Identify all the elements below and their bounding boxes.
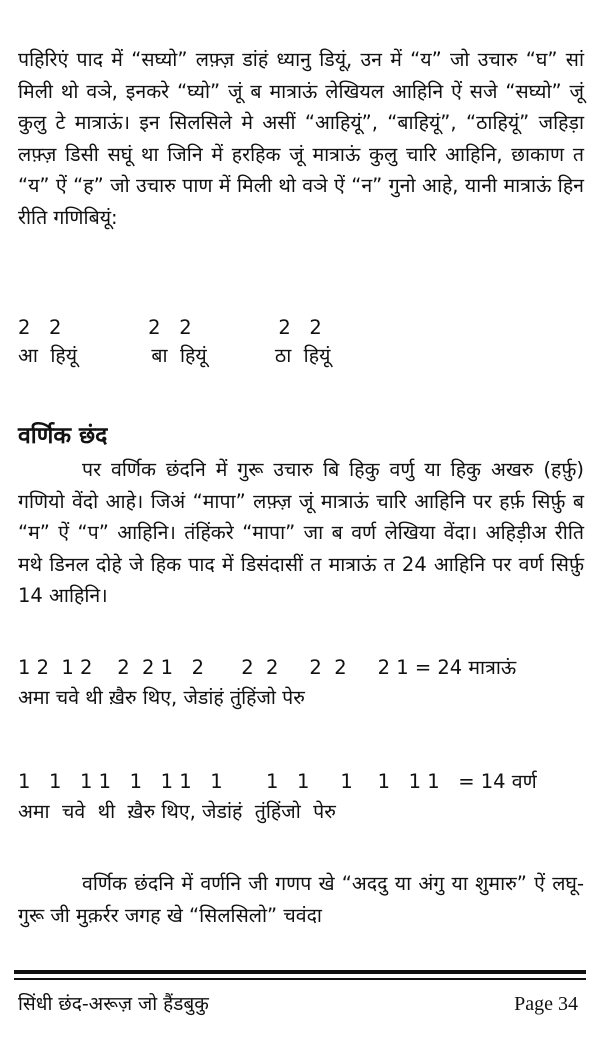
example-1-matra-numbers: 2 2 2 2 2 2 [18, 316, 322, 339]
footer-rule-thick [14, 970, 586, 974]
footer-rule-thin [14, 978, 586, 980]
footer-page-number: Page 34 [514, 993, 578, 1015]
example-2-words: अमा चवे थी ख़ैरु थिए, जेडांहं तुंहिंजो पेरु [18, 686, 305, 709]
example-1-words: आ हियूं बा हियूं ठा हियूं [18, 344, 331, 367]
footer-book-title: सिंधी छंद-अरूज़ जो हैंडबुकु [18, 993, 209, 1015]
paragraph-varnik: पर वर्णिक छंदनि में गुरू उचारु बि हिकु वर्णु या हिकु अखरु (हर्फ़ु) गणियो वेंदो आहे। जिअं “मापा” लफ़्ज़ जूं मात्राऊं चारि आहिनि पर हर्फ़ सिर्फ़ु ब “म” ऐं “प” आहिनि। तंहिंकरे “मापा” जा ब वर्ण लेखिया वेंदा। अहिड़ीअ रीति मथे डिनल दोहे जे हिक पाद में डिसंदासीं त मात्राऊं त 24 आहिनि पर वर्ण सिर्फ़ु 14 आहिनि। [18, 458, 584, 607]
example-3-words: अमा चवे थी ख़ैरु थिए, जेडांहं तुंहिंजो पेरु [18, 800, 336, 823]
section-heading: वर्णिक छंद [18, 423, 108, 449]
example-3-varna-numbers: 1 1 1 1 1 1 1 1 1 1 1 1 1 1 = 14 वर्ण [18, 770, 537, 793]
paragraph-closing: वर्णिक छंदनि में वर्णनि जी गणप खे “अददु या अंगु या शुमारु” ऐं लघू-गुरू जी मुक़र्रर जगह खे “सिलसिलो” चवंदा [18, 872, 584, 927]
paragraph-intro: पहिरिएं पाद में “सघ्यो” लफ़्ज़ डांहं ध्यानु डियूं, उन में “य” जो उचारु “घ” सां मिली थो वञे, इनकरे “घ्यो” जूं ब मात्राऊं लेखियल आहिनि ऐं सजे “सघ्यो” जूं कुलु टे मात्राऊं। इन सिलसिले मे असीं “आहियूं”, “बाहियूं”, “ठाहियूं” जहिड़ा लफ़्ज़ डिसी सघूं था जिनि में हरहिक जूं मात्राऊं कुलु चारि आहिनि, छाकाण त “य” ऐं “ह” जो उचारु पाण में मिली थो वञे ऐं “न” गुनो आहे, यानी मात्राऊं हिन रीति गणिबियूं: [18, 48, 584, 229]
example-2-matra-numbers: 1 2 1 2 2 2 1 2 2 2 2 2 2 1 = 24 मात्राऊं [18, 656, 517, 679]
